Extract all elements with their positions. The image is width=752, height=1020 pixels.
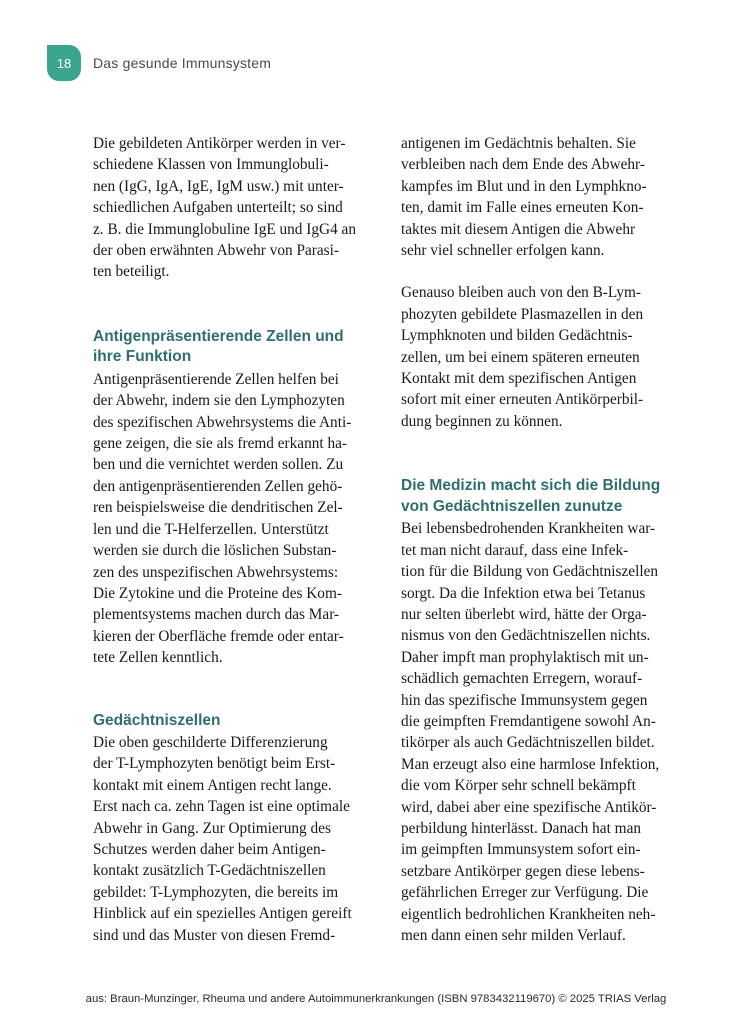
section-heading-antigen-presenting-cells: Antigenpräsentierende Zellen und ihre Funktion <box>93 327 344 366</box>
left-column <box>93 133 383 946</box>
plasma-cells-paragraph: Genauso bleiben auch von den B-Lym- phozyten gebildete Plasmazellen in den Lymphknoten und bilden Gedächtnis- zellen, um bei einem späteren erneuten Kontakt mit dem spezifischen Antigen sofort mit einer erneuten Antikörperbil- dung beginnen zu können. <box>401 284 644 430</box>
continuation-paragraph: antigenen im Gedächtnis behalten. Sie verbleiben nach dem Ende des Abwehr- kampfes im Blut und in den Lymphkno- ten, damit im Falle eines erneuten Kon- taktes mit diesem Antigen die Abwehr sehr viel schneller erfolgen kann. <box>401 135 647 260</box>
section-body-memory-cells: Die oben geschilderte Differenzierung der T-Lymphozyten benötigt beim Erst- kontakt mit einem Antigen recht lange. Erst nach ca. zehn Tagen ist eine optimale Abwehr in Gang. Zur Optimierung des Schutzes werden daher beim Antigen- kontakt zusätzlich T-Gedächtniszellen gebildet: T-Lymphozyten, die bereits im Hinblick auf ein spezielles Antigen gereift sind und das Muster von diesen Fremd- <box>93 734 352 944</box>
section-body-antigen-presenting-cells: Antigenpräsentierende Zellen helfen bei der Abwehr, indem sie den Lymphozyten des spezifischen Abwehrsystems die Anti- gene zeigen, die sie als fremd erkannt ha- ben und die vernichtet werden sollen. Zu den antigenpräsentierenden Zellen gehö- ren beispielsweise die dendritischen Zel- len und die T-Helferzellen. Unterstützt werden sie durch die löslichen Substan- zen des unspezifischen Abwehrsystems: Die Zytokine und die Proteine des Kom- plementsystems machen durch das Mar- kieren der Oberfläche fremde oder entar- tete Zellen kenntlich. <box>93 370 352 667</box>
section-heading-memory-cells: Gedächtniszellen <box>93 711 221 729</box>
page-number-badge: 18 <box>47 45 81 81</box>
intro-paragraph: Die gebildeten Antikörper werden in ver- schiedene Klassen von Immunglobuli- nen (IgG, IgA, IgE, IgM usw.) mit unter- schiedlichen Aufgaben unterteilt; so sind z. B. die Immunglobuline IgE und IgG4 an der oben erwähnten Abwehr von Parasi- ten beteiligt. <box>93 135 356 281</box>
section-heading-medicine: Die Medizin macht sich die Bildung von Gedächtniszellen zunutze <box>401 477 661 515</box>
running-title: Das gesunde Immunsystem <box>93 55 272 71</box>
right-column <box>401 133 691 946</box>
footer-citation: aus: Braun-Munzinger, Rheuma und andere Autoimmunerkrankungen (ISBN 9783432119670) © 2025 TRIAS Verlag <box>85 993 667 1005</box>
section-body-medicine: Bei lebensbedrohenden Krankheiten war- tet man nicht darauf, dass eine Infek- tion für die Bildung von Gedächtniszellen sorgt. Da die Infektion etwa bei Tetanus nur selten überlebt wird, hätte der Orga- nismus von den Gedächtniszellen nichts. Daher impft man prophylaktisch mit un- schädlich gemachten Erregern, worauf- hin das spezifische Immunsystem gegen die geimpften Fremdantigene sowohl An- tikörper als auch Gedächtniszellen bildet. Man erzeugt also eine harmlose Infektion, die vom Körper sehr schnell bekämpft wird, dabei aber eine spezifische Antikör- perbildung hinterlässt. Danach hat man im geimpften Immunsystem sofort ein- setzbare Antikörper gegen diese lebens- gefährlichen Erreger zur Verfügung. Die eigentlich bedrohlichen Krankheiten neh- men dann einen sehr milden Verlauf. <box>401 520 660 944</box>
